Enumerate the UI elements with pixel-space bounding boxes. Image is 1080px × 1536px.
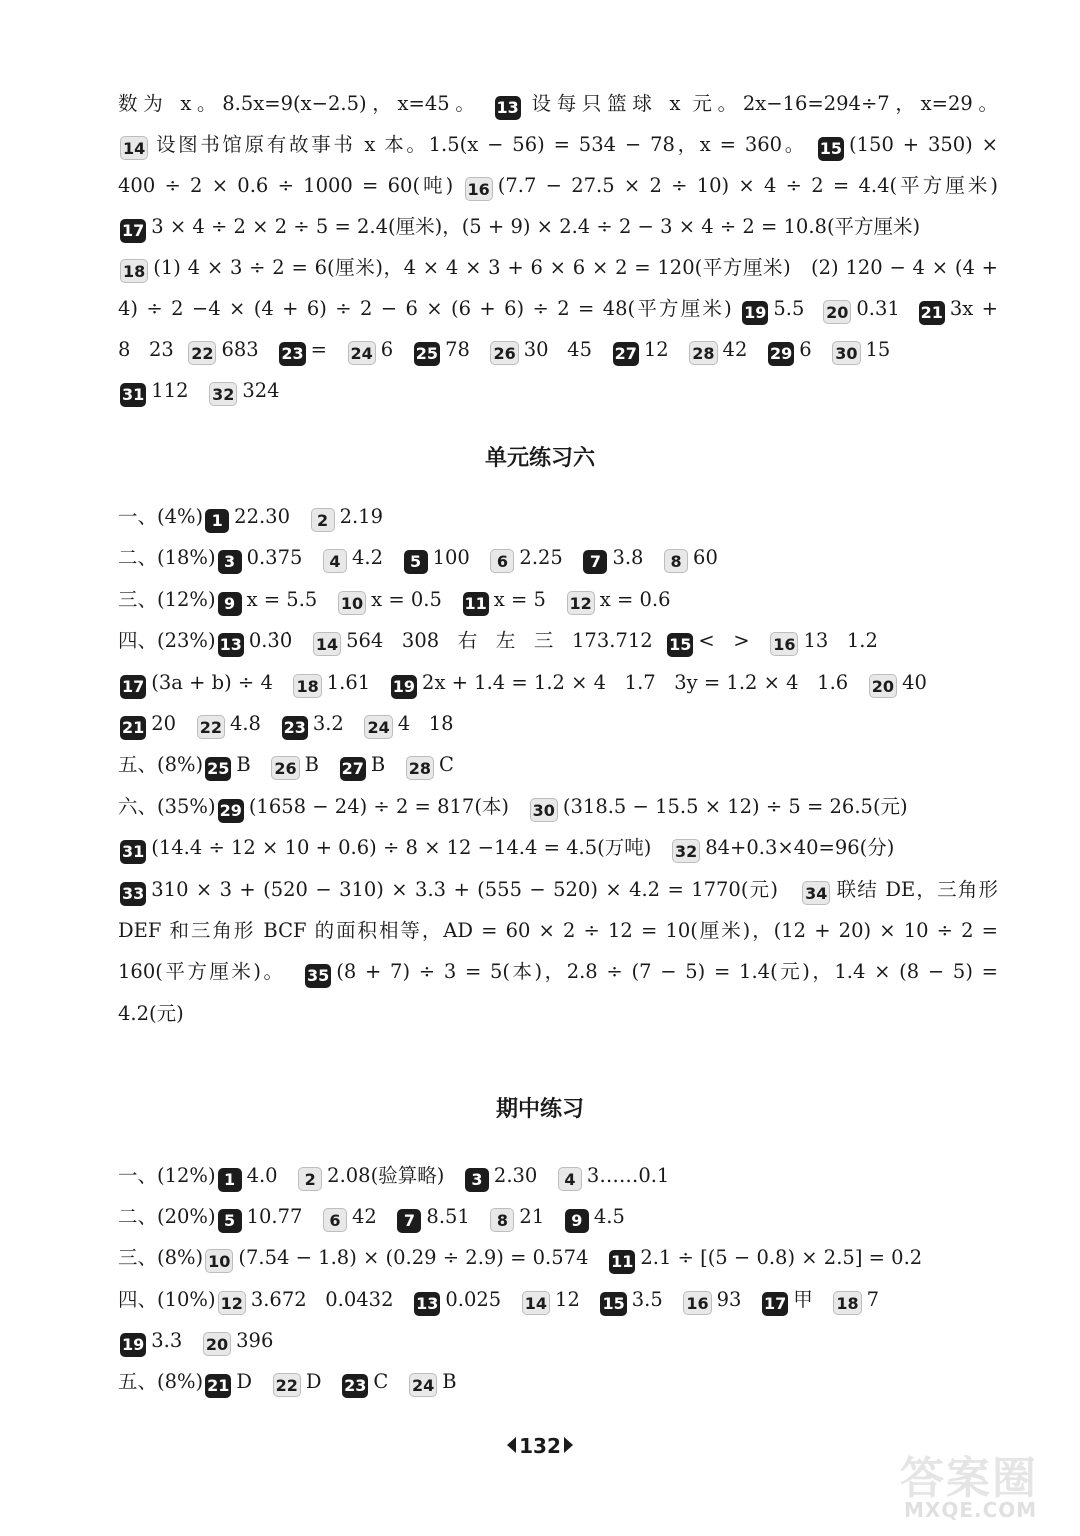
question-number-badge: 18 xyxy=(833,1291,861,1315)
answer-text: 2.1 ÷ [(5 − 0.8) × 2.5] = 0.2 xyxy=(640,1246,923,1270)
question-number-badge: 19 xyxy=(120,1333,146,1357)
question-number-badge: 23 xyxy=(342,1374,368,1398)
answer-line xyxy=(118,130,998,161)
question-number-badge: 27 xyxy=(340,757,366,781)
question-number-badge: 30 xyxy=(530,798,558,822)
question-number-badge: 24 xyxy=(364,715,392,739)
answer-line xyxy=(118,709,998,740)
answer-text: 0.025 xyxy=(445,1287,520,1311)
answer-text: 二、(18%) xyxy=(118,546,216,570)
question-number-badge: 23 xyxy=(279,342,305,366)
answer-text: < > xyxy=(698,629,769,653)
question-number-badge: 17 xyxy=(120,219,146,243)
answer-text: 12 xyxy=(555,1287,599,1311)
answer-line xyxy=(118,833,998,864)
question-number-badge: 13 xyxy=(495,96,521,120)
answer-text: 二、(20%) xyxy=(118,1205,216,1229)
answer-line xyxy=(118,875,998,906)
answer-text: 13 1.2 xyxy=(803,629,878,653)
answer-text: B xyxy=(304,753,338,777)
answer-text: 3……0.1 xyxy=(586,1164,670,1187)
answer-text: 10.77 xyxy=(246,1205,321,1229)
answer-text: 0.375 xyxy=(246,546,321,570)
answer-text: 60 xyxy=(693,546,718,570)
question-number-badge: 5 xyxy=(218,1209,242,1233)
answer-text: 6 xyxy=(799,338,831,361)
answer-text: 3 × 4 ÷ 2 × 2 ÷ 5 = 2.4(厘米)，(5 + 9) × 2.4 ÷ 2 − 3 × 4 ÷ 2 = 10.8(平方厘米) xyxy=(151,215,921,238)
question-number-badge: 14 xyxy=(313,632,341,656)
question-number-badge: 35 xyxy=(305,964,331,988)
question-number-badge: 14 xyxy=(120,136,148,160)
question-number-badge: 17 xyxy=(120,675,146,699)
answer-text: (7.54 − 1.8) × (0.29 ÷ 2.9) = 0.574 xyxy=(238,1246,608,1270)
answer-line xyxy=(118,335,998,366)
question-number-badge: 23 xyxy=(282,716,308,740)
answer-line xyxy=(118,502,998,533)
question-number-badge: 16 xyxy=(770,632,798,656)
question-number-badge: 4 xyxy=(323,549,347,573)
answer-text: (1) 4 × 3 ÷ 2 = 6(厘米)，4 × 4 × 3 + 6 × 6 × 2 = 120(平方厘米) (2) 120 − 4 × (4 + xyxy=(153,256,998,279)
answer-text: 4.0 xyxy=(246,1164,297,1187)
answer-text: 数为 x。8.5x=9(x−2.5)，x=45。 xyxy=(118,92,493,115)
question-number-badge: 33 xyxy=(120,882,146,906)
question-number-badge: 27 xyxy=(613,342,639,366)
question-number-badge: 5 xyxy=(404,550,428,574)
answer-line xyxy=(118,376,998,407)
question-number-badge: 30 xyxy=(832,341,860,365)
answer-text: 六、(35%) xyxy=(118,794,216,818)
watermark-name: 答案圈 xyxy=(900,1453,1038,1504)
answer-text: B xyxy=(370,753,404,777)
answer-text: C xyxy=(373,1370,407,1393)
answer-text: 3.5 xyxy=(631,1287,682,1311)
answer-text: 400 ÷ 2 × 0.6 ÷ 1000 = 60(吨) xyxy=(118,174,463,197)
answer-text: x = 5 xyxy=(493,587,565,611)
answer-text: 324 xyxy=(242,379,280,402)
question-number-badge: 19 xyxy=(742,301,768,325)
question-number-badge: 25 xyxy=(414,342,440,366)
answer-text: 1.61 xyxy=(326,670,389,694)
page-number-text: 132 xyxy=(519,1434,561,1458)
question-number-badge: 15 xyxy=(818,137,844,161)
answer-text: (318.5 − 15.5 × 12) ÷ 5 = 26.5(元) xyxy=(562,794,908,818)
question-number-badge: 4 xyxy=(558,1167,582,1191)
question-number-badge: 28 xyxy=(406,756,434,780)
answer-text: 564 308 右 左 三 173.712 xyxy=(346,629,666,653)
answer-line xyxy=(118,585,998,616)
question-number-badge: 9 xyxy=(565,1209,589,1233)
answer-text: 设图书馆原有故事书 x 本。1.5(x − 56) = 534 − 78，x = 360。 xyxy=(153,133,816,156)
question-number-badge: 29 xyxy=(768,342,794,366)
answer-text: 683 xyxy=(221,338,278,361)
question-number-badge: 13 xyxy=(218,633,244,657)
answer-text: 四、(23%) xyxy=(118,629,216,653)
question-number-badge: 3 xyxy=(218,550,242,574)
question-number-badge: 7 xyxy=(397,1209,421,1233)
answer-line xyxy=(118,1367,998,1398)
answer-line xyxy=(118,1202,998,1233)
answer-line xyxy=(118,750,998,781)
watermark-domain: MXQE.COM xyxy=(904,1498,1038,1522)
answer-text: 四、(10%) xyxy=(118,1287,216,1311)
question-number-badge: 34 xyxy=(802,881,830,905)
question-number-badge: 21 xyxy=(205,1374,231,1398)
answer-text: (14.4 ÷ 12 × 10 + 0.6) ÷ 8 × 12 −14.4 = 4.5(万吨) xyxy=(151,836,670,860)
question-number-badge: 28 xyxy=(689,341,717,365)
watermark-logo xyxy=(890,1442,1068,1526)
answer-text: x = 0.5 xyxy=(371,587,461,611)
answer-text: 4.2 xyxy=(351,546,402,570)
answer-line xyxy=(118,212,998,243)
answer-line xyxy=(118,1161,998,1192)
answer-line xyxy=(118,1326,998,1357)
answer-text: DEF 和三角形 BCF 的面积相等，AD = 60 × 2 ÷ 12 = 10(厘米)，(12 + 20) × 10 ÷ 2 = xyxy=(118,919,998,942)
answer-line xyxy=(118,626,998,657)
answer-text: 4.2(元) xyxy=(118,1001,184,1025)
question-number-badge: 12 xyxy=(567,591,595,615)
section-title-unit-six: 单元练习六 xyxy=(484,446,595,471)
answer-text: 4 18 xyxy=(397,712,454,735)
answer-text: D xyxy=(305,1370,341,1393)
answer-line xyxy=(118,543,998,574)
answer-text: 6 xyxy=(380,338,412,361)
question-number-badge: 15 xyxy=(600,1292,626,1316)
question-number-badge: 16 xyxy=(465,177,493,201)
answer-text: 8 23 xyxy=(118,338,187,361)
answer-text: B xyxy=(236,753,270,777)
question-number-badge: 15 xyxy=(667,633,693,657)
question-number-badge: 29 xyxy=(218,799,244,823)
answer-text: 五、(8%) xyxy=(118,753,204,777)
answer-line xyxy=(118,171,998,201)
question-number-badge: 20 xyxy=(203,1332,231,1356)
answer-text: 42 xyxy=(722,338,766,361)
answer-line xyxy=(118,999,998,1029)
question-number-badge: 3 xyxy=(465,1168,489,1192)
answer-text: 三、(12%) xyxy=(118,587,216,611)
answer-text: 42 xyxy=(351,1205,396,1229)
answer-text: 3.3 xyxy=(151,1328,201,1352)
question-number-badge: 22 xyxy=(273,1373,301,1397)
answer-text: 4.5 xyxy=(593,1205,625,1229)
question-number-badge: 13 xyxy=(414,1292,440,1316)
answer-text: 3.8 xyxy=(612,546,663,570)
answer-text: 甲 xyxy=(793,1287,832,1311)
answer-text: 396 xyxy=(236,1328,274,1352)
answer-text: 160(平方厘米)。 xyxy=(118,960,303,984)
answer-text: 2.08(验算略) xyxy=(327,1164,463,1187)
question-number-badge: 18 xyxy=(120,259,148,283)
section-title-midterm: 期中练习 xyxy=(495,1097,584,1122)
question-number-badge: 26 xyxy=(490,341,518,365)
answer-text: 5.5 xyxy=(773,297,822,320)
question-number-badge: 1 xyxy=(205,509,229,533)
question-number-badge: 9 xyxy=(218,592,242,616)
answer-text: 一、(4%) xyxy=(118,505,204,528)
answer-text: 3.672 0.0432 xyxy=(250,1287,413,1311)
answer-text: 40 xyxy=(902,670,927,694)
answer-text: 20 xyxy=(151,712,195,735)
answer-text: C xyxy=(439,753,454,777)
answer-text: 2.30 xyxy=(493,1164,556,1187)
answer-text: 93 xyxy=(716,1287,761,1311)
question-number-badge: 8 xyxy=(490,1208,514,1232)
question-number-badge: 21 xyxy=(120,716,146,740)
answer-text: x = 0.6 xyxy=(599,587,671,611)
question-number-badge: 24 xyxy=(409,1373,437,1397)
answer-text: (1658 − 24) ÷ 2 = 817(本) xyxy=(248,794,528,818)
answer-line xyxy=(118,1243,998,1274)
question-number-badge: 21 xyxy=(919,301,945,325)
answer-text: (150 + 350) × xyxy=(849,133,998,156)
question-number-badge: 24 xyxy=(348,341,376,365)
question-number-badge: 6 xyxy=(490,549,514,573)
answer-text: 310 × 3 + (520 − 310) × 3.3 + (555 − 520) × 4.2 = 1770(元) xyxy=(151,877,801,901)
answer-text: 30 45 xyxy=(523,338,611,361)
answer-line xyxy=(118,294,998,325)
answer-text: 2x + 1.4 = 1.2 × 4 1.7 3y = 1.2 × 4 1.6 xyxy=(422,670,867,694)
question-number-badge: 11 xyxy=(463,592,489,616)
right-triangle-icon xyxy=(564,1437,573,1453)
answer-text: 联结 DE，三角形 xyxy=(835,877,998,901)
answer-text: 2.19 xyxy=(339,505,383,528)
answer-text: 3.2 xyxy=(312,712,363,735)
answer-text: 84+0.3×40=96(分) xyxy=(705,836,895,860)
answer-text: 0.3̇0̇ xyxy=(248,629,311,653)
question-number-badge: 8 xyxy=(664,549,688,573)
question-number-badge: 26 xyxy=(271,756,299,780)
answer-text: 7 xyxy=(866,1287,880,1311)
answer-text: x = 5.5 xyxy=(246,587,336,611)
answer-text: (7.7 − 27.5 × 2 ÷ 10) × 4 ÷ 2 = 4.4(平方厘米) xyxy=(497,174,998,197)
question-number-badge: 31 xyxy=(120,840,146,864)
question-number-badge: 12 xyxy=(218,1291,246,1315)
answer-text: 4.8 xyxy=(229,712,280,735)
left-triangle-icon xyxy=(507,1437,516,1453)
answer-text: 设每只篮球 x 元。2x−16=294÷7，x=29。 xyxy=(525,92,998,115)
answer-line xyxy=(118,253,998,283)
question-number-badge: 22 xyxy=(188,341,216,365)
question-number-badge: 22 xyxy=(197,715,225,739)
answer-text: 15 xyxy=(865,338,891,361)
question-number-badge: 16 xyxy=(683,1291,711,1315)
question-number-badge: 2 xyxy=(311,508,335,532)
answer-text: D xyxy=(236,1370,271,1393)
answer-text: 2.25 xyxy=(519,546,582,570)
answer-line xyxy=(118,668,998,699)
question-number-badge: 7 xyxy=(583,550,607,574)
answer-text: 78 xyxy=(445,338,489,361)
answer-text: B xyxy=(442,1370,457,1393)
answer-line xyxy=(118,916,998,946)
answer-text: 一、(12%) xyxy=(118,1164,216,1187)
answer-text: = xyxy=(310,338,346,361)
question-number-badge: 6 xyxy=(323,1208,347,1232)
question-number-badge: 11 xyxy=(609,1250,635,1274)
answer-line xyxy=(118,792,998,823)
answer-text: 22.30 xyxy=(234,505,309,528)
question-number-badge: 32 xyxy=(672,839,700,863)
answer-line xyxy=(118,1285,998,1316)
question-number-badge: 17 xyxy=(762,1292,788,1316)
answer-text: (8 + 7) ÷ 3 = 5(本)，2.8 ÷ (7 − 5) = 1.4(元)，1.4 × (8 − 5) = xyxy=(336,960,998,984)
answer-text: 100 xyxy=(432,546,489,570)
question-number-badge: 14 xyxy=(522,1291,550,1315)
answer-text: 112 xyxy=(151,379,208,402)
answer-text: 12 xyxy=(643,338,688,361)
question-number-badge: 1 xyxy=(218,1168,242,1192)
answer-line xyxy=(118,89,998,120)
answer-text: 21 xyxy=(519,1205,563,1229)
question-number-badge: 32 xyxy=(209,382,237,406)
answer-text: 4) ÷ 2 −4 × (4 + 6) ÷ 2 − 6 × (6 + 6) ÷ 2 = 48(平方厘米) xyxy=(118,297,741,320)
answer-text: (3a + b) ÷ 4 xyxy=(151,670,292,694)
answer-text: 3x + xyxy=(949,297,998,320)
answer-text: 8.51 xyxy=(426,1205,489,1229)
answer-line xyxy=(118,957,998,988)
question-number-badge: 10 xyxy=(338,591,366,615)
question-number-badge: 10 xyxy=(205,1249,233,1273)
question-number-badge: 2 xyxy=(298,1167,322,1191)
question-number-badge: 25 xyxy=(205,757,231,781)
answer-text: 五、(8%) xyxy=(118,1370,204,1393)
question-number-badge: 20 xyxy=(869,674,897,698)
question-number-badge: 18 xyxy=(293,674,321,698)
question-number-badge: 19 xyxy=(391,675,417,699)
question-number-badge: 31 xyxy=(120,383,146,407)
question-number-badge: 20 xyxy=(823,300,851,324)
answer-text: 三、(8%) xyxy=(118,1246,204,1270)
answer-text: 0.31 xyxy=(856,297,917,320)
